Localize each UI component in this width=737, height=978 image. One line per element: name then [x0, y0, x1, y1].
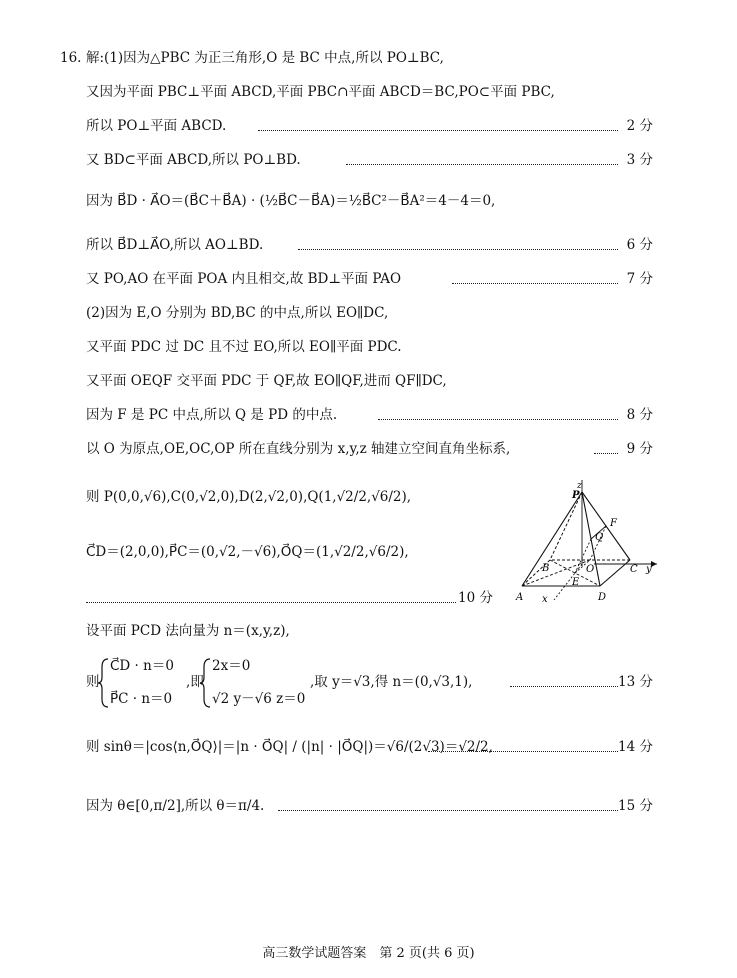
- solution-line-2: 又因为平面 PBC⊥平面 ABCD,平面 PBC∩平面 ABCD＝BC,PO⊂平面 PBC,: [86, 84, 555, 100]
- solution-line-7: 又 PO,AO 在平面 POA 内且相交,故 BD⊥平面 PAO: [86, 271, 402, 287]
- solution-line-8: (2)因为 E,O 分别为 BD,BC 的中点,所以 EO∥DC,: [86, 305, 389, 321]
- pyramid-figure: [514, 476, 664, 606]
- solution-line-4: 又 BD⊂平面 ABCD,所以 PO⊥BD.: [86, 152, 301, 168]
- label-f: F: [610, 518, 617, 529]
- system-connector: ,即: [186, 674, 204, 690]
- score-7: 7 分: [626, 271, 653, 287]
- solution-line-18: 因为 θ∈[0,π/2],所以 θ＝π/4.: [86, 798, 265, 814]
- score-3: 3 分: [626, 152, 653, 168]
- dot-leader: [594, 453, 618, 454]
- score-9: 9 分: [626, 441, 653, 457]
- label-q: Q: [595, 532, 604, 543]
- dot-leader: [452, 283, 618, 284]
- equation-pc-n: P⃗C · n＝0: [110, 691, 173, 707]
- score-13: 13 分: [618, 674, 653, 690]
- solution-line-15: 设平面 PCD 法向量为 n＝(x,y,z),: [86, 623, 290, 639]
- solution-line-14: C⃗D＝(2,0,0),P⃗C＝(0,√2,－√6),O⃗Q＝(1,√2/2,√6/2),: [86, 544, 409, 560]
- solution-line-3: 所以 PO⊥平面 ABCD.: [86, 118, 227, 134]
- dot-leader: [278, 810, 618, 811]
- left-brace: [98, 657, 110, 709]
- equation-2x: 2x＝0: [212, 658, 251, 674]
- label-b: B: [542, 563, 550, 574]
- score-8: 8 分: [626, 407, 653, 423]
- label-x: x: [542, 594, 548, 605]
- dot-leader: [298, 249, 618, 250]
- score-14: 14 分: [618, 739, 653, 755]
- dot-leader: [346, 164, 618, 165]
- score-6: 6 分: [626, 237, 653, 253]
- label-z: z: [577, 481, 582, 491]
- problem-number: 16.: [60, 50, 82, 66]
- dot-leader: [258, 130, 618, 131]
- dot-leader: [510, 686, 618, 687]
- left-brace: [200, 657, 212, 709]
- solution-line-12: 以 O 为原点,OE,OC,OP 所在直线分别为 x,y,z 轴建立空间直角坐标系,: [86, 441, 511, 457]
- dot-leader: [86, 602, 456, 603]
- system-prefix: 则: [86, 674, 100, 690]
- dot-leader: [378, 419, 618, 420]
- dot-leader: [428, 751, 618, 752]
- label-c: C: [630, 564, 638, 575]
- label-d: D: [598, 592, 607, 603]
- score-10: 10 分: [458, 590, 493, 606]
- solution-line-9: 又平面 PDC 过 DC 且不过 EO,所以 EO∥平面 PDC.: [86, 339, 402, 355]
- solution-line-10: 又平面 OEQF 交平面 PDC 于 QF,故 EO∥QF,进而 QF∥DC,: [86, 373, 447, 389]
- label-y: y: [646, 564, 652, 575]
- label-p: P: [572, 490, 580, 501]
- normal-vector-result: ,取 y＝√3,得 n＝(0,√3,1),: [310, 674, 473, 690]
- equation-root: √2 y－√6 z＝0: [212, 691, 306, 707]
- label-e: E: [572, 577, 580, 588]
- label-a: A: [516, 592, 524, 603]
- solution-line-13: 则 P(0,0,√6),C(0,√2,0),D(2,√2,0),Q(1,√2/2,√6/2),: [86, 489, 412, 505]
- equation-cd-n: C⃗D · n＝0: [110, 658, 174, 674]
- solution-line-5: 因为 B⃗D · A⃗O＝(B⃗C＋B⃗A) · (½B⃗C－B⃗A)＝½B⃗C²－B⃗A²＝4－4＝0,: [86, 193, 496, 209]
- score-2: 2 分: [626, 118, 653, 134]
- solution-line-6: 所以 B⃗D⊥A⃗O,所以 AO⊥BD.: [86, 237, 264, 253]
- solution-line-1: 解:(1)因为△PBC 为正三角形,O 是 BC 中点,所以 PO⊥BC,: [86, 50, 444, 66]
- solution-line-17: 则 sinθ＝|cos⟨n,O⃗Q⟩|＝|n · O⃗Q| / (|n| · |O⃗Q|)＝√6/(2√3)＝√2/2,: [86, 739, 493, 755]
- score-15: 15 分: [618, 798, 653, 814]
- label-o: O: [586, 564, 595, 575]
- solution-line-11: 因为 F 是 PC 中点,所以 Q 是 PD 的中点.: [86, 407, 338, 423]
- page-footer: 高三数学试题答案 第 2 页(共 6 页): [262, 946, 475, 961]
